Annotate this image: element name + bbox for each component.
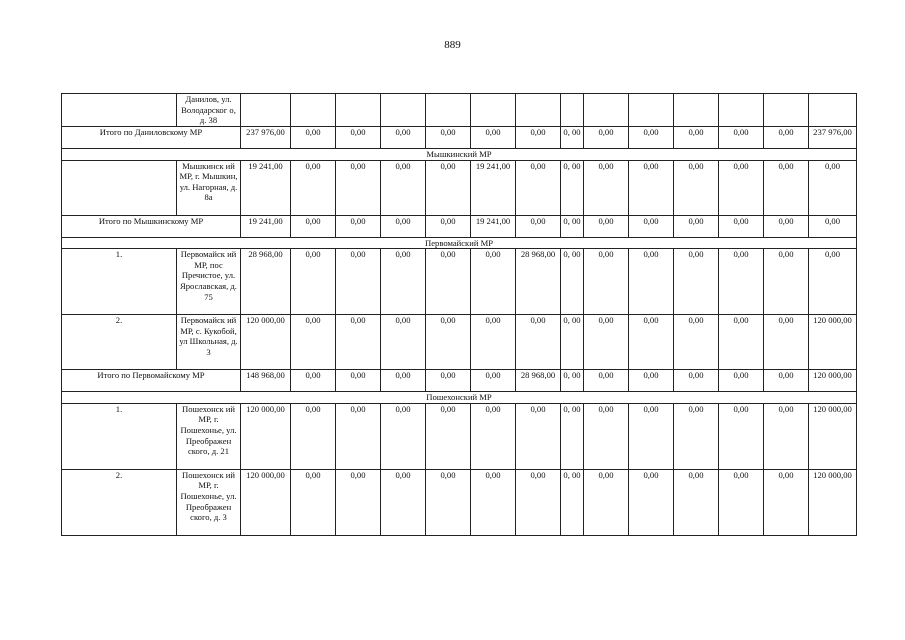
value-cell: 0,00 (426, 403, 471, 469)
section-row (62, 149, 857, 161)
value-cell: 19 241,00 (241, 215, 291, 237)
value-cell (471, 94, 516, 127)
value-cell: 0,00 (584, 215, 629, 237)
value-cell: 0,00 (516, 160, 561, 215)
address-cell: Пошехонск ий МР, г. Пошехонье, ул. Преображен ского, д. 21 (177, 403, 241, 469)
row-number: 2. (62, 469, 177, 535)
total-label: Итого по Мышкинскому МР (62, 215, 241, 237)
value-cell: 0,00 (764, 315, 809, 370)
total-label: Итого по Первомайскому МР (62, 370, 241, 392)
table-row (62, 249, 857, 315)
value-cell: 0,00 (674, 370, 719, 392)
value-cell: 0,00 (381, 315, 426, 370)
value-cell: 0, 00 (561, 469, 584, 535)
value-cell (381, 94, 426, 127)
value-cell: 0,00 (674, 160, 719, 215)
value-cell: 120 000,00 (809, 469, 857, 535)
value-cell: 0,00 (809, 160, 857, 215)
value-cell: 0,00 (381, 370, 426, 392)
table-row (62, 403, 857, 469)
address-cell: Пошехонск ий МР, г. Пошехонье, ул. Преображен ского, д. 3 (177, 469, 241, 535)
value-cell: 0, 00 (561, 315, 584, 370)
address-cell: Мышкинск ий МР, г. Мышкин, ул. Нагорная, д. 8а (177, 160, 241, 215)
table-row (62, 160, 857, 215)
value-cell: 0,00 (471, 315, 516, 370)
value-cell: 0,00 (584, 370, 629, 392)
value-cell (336, 94, 381, 127)
value-cell: 120 000,00 (809, 315, 857, 370)
value-cell: 0,00 (336, 469, 381, 535)
value-cell: 0,00 (629, 127, 674, 149)
value-cell: 0,00 (381, 127, 426, 149)
total-label: Итого по Даниловскому МР (62, 127, 241, 149)
value-cell: 0,00 (336, 215, 381, 237)
value-cell: 120 000,00 (241, 315, 291, 370)
value-cell: 0, 00 (561, 370, 584, 392)
value-cell: 0,00 (291, 469, 336, 535)
row-number (62, 94, 177, 127)
value-cell: 0,00 (719, 370, 764, 392)
value-cell: 0,00 (516, 469, 561, 535)
row-number: 2. (62, 315, 177, 370)
value-cell: 0,00 (336, 315, 381, 370)
value-cell: 0,00 (426, 215, 471, 237)
address-cell: Первомайск ий МР, пос Пречистое, ул. Ярославская, д. 75 (177, 249, 241, 315)
value-cell: 0,00 (426, 160, 471, 215)
value-cell: 0,00 (291, 249, 336, 315)
value-cell: 0,00 (381, 160, 426, 215)
value-cell: 0,00 (764, 370, 809, 392)
value-cell: 0,00 (629, 403, 674, 469)
value-cell: 0,00 (516, 403, 561, 469)
value-cell: 0,00 (719, 249, 764, 315)
value-cell: 0,00 (516, 215, 561, 237)
value-cell: 0,00 (629, 249, 674, 315)
address-cell: Данилов, ул. Володарског о, д. 38 (177, 94, 241, 127)
value-cell (674, 94, 719, 127)
value-cell: 0,00 (764, 249, 809, 315)
value-cell: 0,00 (764, 127, 809, 149)
value-cell: 0,00 (764, 403, 809, 469)
section-title: Мышкинский МР (62, 149, 857, 161)
value-cell: 120 000,00 (809, 403, 857, 469)
value-cell: 148 968,00 (241, 370, 291, 392)
value-cell (719, 94, 764, 127)
value-cell: 0, 00 (561, 160, 584, 215)
value-cell: 0,00 (291, 215, 336, 237)
value-cell: 0,00 (336, 160, 381, 215)
value-cell: 0,00 (674, 315, 719, 370)
section-title: Пошехонский МР (62, 392, 857, 404)
table-row (62, 315, 857, 370)
value-cell: 0, 00 (561, 127, 584, 149)
value-cell: 237 976,00 (241, 127, 291, 149)
value-cell (291, 94, 336, 127)
value-cell: 0,00 (629, 370, 674, 392)
value-cell: 28 968,00 (241, 249, 291, 315)
value-cell (516, 94, 561, 127)
page-number: 889 (444, 39, 461, 51)
row-number: 1. (62, 249, 177, 315)
value-cell: 0,00 (516, 127, 561, 149)
value-cell: 0,00 (629, 215, 674, 237)
value-cell: 0,00 (584, 127, 629, 149)
value-cell: 19 241,00 (241, 160, 291, 215)
value-cell (241, 94, 291, 127)
value-cell: 28 968,00 (516, 370, 561, 392)
value-cell: 0,00 (426, 127, 471, 149)
value-cell: 28 968,00 (516, 249, 561, 315)
value-cell (584, 94, 629, 127)
value-cell: 0,00 (336, 403, 381, 469)
value-cell: 0,00 (719, 315, 764, 370)
value-cell: 0,00 (584, 160, 629, 215)
value-cell: 19 241,00 (471, 160, 516, 215)
value-cell: 0,00 (381, 469, 426, 535)
value-cell: 0,00 (426, 315, 471, 370)
value-cell: 237 976,00 (809, 127, 857, 149)
value-cell: 0, 00 (561, 215, 584, 237)
address-cell: Первомайск ий МР, с. Кукобой, ул Школьная, д. 3 (177, 315, 241, 370)
budget-table (61, 93, 857, 536)
value-cell: 0,00 (471, 403, 516, 469)
value-cell: 0,00 (629, 315, 674, 370)
value-cell: 0,00 (426, 249, 471, 315)
value-cell: 0,00 (336, 370, 381, 392)
value-cell: 0,00 (629, 160, 674, 215)
value-cell: 0,00 (381, 215, 426, 237)
value-cell: 0,00 (629, 469, 674, 535)
value-cell: 0,00 (336, 249, 381, 315)
value-cell: 0,00 (809, 215, 857, 237)
section-row (62, 392, 857, 404)
value-cell: 0,00 (426, 469, 471, 535)
value-cell: 0,00 (291, 370, 336, 392)
value-cell: 0,00 (674, 127, 719, 149)
value-cell: 0,00 (764, 160, 809, 215)
value-cell: 0,00 (719, 160, 764, 215)
value-cell: 0, 00 (561, 403, 584, 469)
value-cell (764, 94, 809, 127)
row-number: 1. (62, 403, 177, 469)
value-cell: 0,00 (674, 249, 719, 315)
value-cell: 0,00 (719, 403, 764, 469)
value-cell: 0,00 (516, 315, 561, 370)
value-cell: 0,00 (674, 403, 719, 469)
value-cell: 0,00 (471, 469, 516, 535)
value-cell: 0,00 (336, 127, 381, 149)
value-cell (629, 94, 674, 127)
value-cell: 0,00 (291, 127, 336, 149)
value-cell: 0,00 (381, 403, 426, 469)
value-cell: 120 000,00 (241, 469, 291, 535)
table-row (62, 94, 857, 127)
value-cell: 0,00 (719, 215, 764, 237)
value-cell: 0,00 (584, 403, 629, 469)
total-row (62, 215, 857, 237)
value-cell: 0,00 (584, 315, 629, 370)
value-cell: 0,00 (764, 469, 809, 535)
value-cell (426, 94, 471, 127)
value-cell: 0,00 (674, 215, 719, 237)
value-cell: 0,00 (471, 249, 516, 315)
value-cell: 0,00 (584, 469, 629, 535)
value-cell: 0,00 (291, 160, 336, 215)
value-cell: 0,00 (764, 215, 809, 237)
value-cell: 0,00 (426, 370, 471, 392)
section-title: Первомайский МР (62, 237, 857, 249)
value-cell (809, 94, 857, 127)
total-row (62, 127, 857, 149)
value-cell: 0,00 (584, 249, 629, 315)
value-cell: 0,00 (674, 469, 719, 535)
section-row (62, 237, 857, 249)
value-cell (561, 94, 584, 127)
value-cell: 0,00 (809, 249, 857, 315)
value-cell: 0,00 (471, 127, 516, 149)
value-cell: 120 000,00 (241, 403, 291, 469)
value-cell: 0,00 (471, 370, 516, 392)
value-cell: 0,00 (291, 315, 336, 370)
value-cell: 0,00 (291, 403, 336, 469)
total-row (62, 370, 857, 392)
value-cell: 0,00 (719, 127, 764, 149)
table-row (62, 469, 857, 535)
row-number (62, 160, 177, 215)
value-cell: 0, 00 (561, 249, 584, 315)
value-cell: 120 000,00 (809, 370, 857, 392)
value-cell: 0,00 (719, 469, 764, 535)
value-cell: 0,00 (381, 249, 426, 315)
value-cell: 19 241,00 (471, 215, 516, 237)
